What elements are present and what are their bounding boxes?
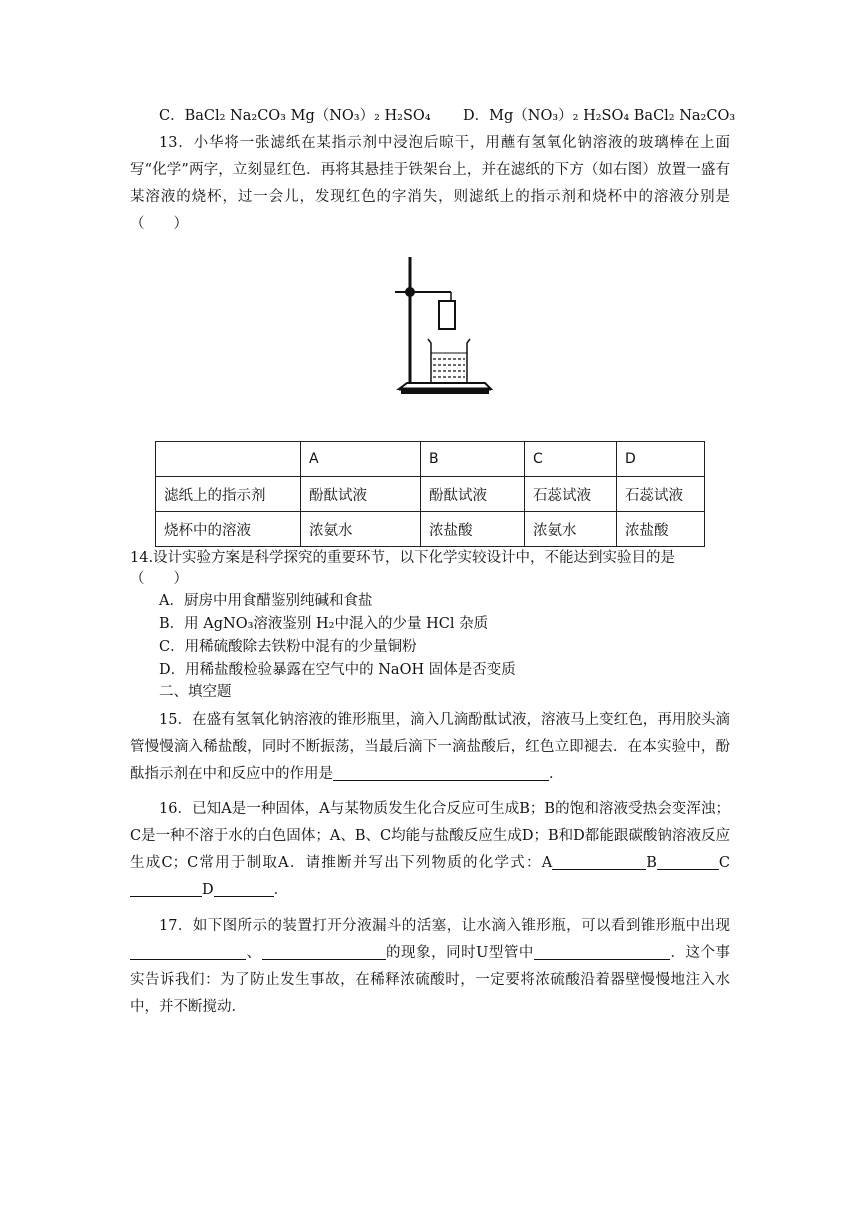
q15-paragraph (130, 707, 730, 788)
table-cell: 浓盐酸 (617, 512, 705, 547)
q17-start: 17．如下图所示的装置打开分液漏斗的活塞，让水滴入锥形瓶，可以看到锥形瓶中出现 (159, 918, 730, 934)
q14-option-a: A．厨房中用食醋鉴别纯碱和食盐 (159, 593, 373, 609)
q16-end: ． (273, 882, 289, 898)
q13-stem: 13．小华将一张滤纸在某指示剂中浸泡后晾干，用蘸有氢氧化钠溶液的玻璃棒在上面写“化学”两字，立刻显红色．再将其悬挂于铁架台上，并在滤纸的下方（如右图）放置一盛有某溶液的烧杯，过一会儿，发现红色的字消失，则滤纸上的指示剂和烧杯中的溶液分别是（ ） (130, 135, 730, 232)
q16-blank-a[interactable] (552, 853, 646, 870)
table-cell: 石蕊试液 (525, 477, 617, 512)
q17-mid: 的现象，同时U型管中 (385, 945, 534, 961)
q16-paragraph (130, 796, 730, 904)
table-cell: 石蕊试液 (617, 477, 705, 512)
q17-sep: 、 (246, 945, 262, 961)
q14-stem: 14.设计实验方案是科学探究的重要环节，以下化学实较设计中，不能达到实验目的是 (130, 550, 676, 566)
table-cell: 浓氨水 (301, 512, 421, 547)
table-cell: D (617, 442, 705, 477)
q14-option-d: D．用稀盐酸检验暴露在空气中的 NaOH 固体是否变质 (159, 662, 516, 678)
q12-option-c (159, 106, 431, 126)
q17-paragraph (130, 913, 730, 1021)
q16-label-c: C (718, 855, 730, 871)
table-cell: 酚酞试液 (421, 477, 525, 512)
q14-paren: （ ） (130, 571, 188, 587)
table-row (156, 512, 705, 547)
q14-option-b: B．用 AgNO₃溶液鉴别 H₂中混入的少量 HCl 杂质 (159, 616, 489, 632)
q17-blank-1[interactable] (130, 943, 246, 960)
table-cell: C (525, 442, 617, 477)
q16-blank-d[interactable] (214, 880, 274, 897)
section-heading: 二、填空题 (159, 684, 232, 700)
q16-label-b: B (646, 855, 657, 871)
q16-label-d: D (202, 882, 214, 898)
table-cell: B (421, 442, 525, 477)
table-cell: 滤纸上的指示剂 (156, 477, 301, 512)
q12-option-d-text: D．Mg（NO₃）₂ H₂SO₄ BaCl₂ Na₂CO₃ (463, 108, 736, 124)
q14-option-c: C．用稀硫酸除去铁粉中混有的少量铜粉 (159, 639, 417, 655)
table-cell (156, 442, 301, 477)
q12-option-c-text: C．BaCl₂ Na₂CO₃ Mg（NO₃）₂ H₂SO₄ (159, 108, 431, 124)
q16-blank-c[interactable] (130, 880, 202, 897)
q12-option-d (463, 106, 735, 126)
q17-blank-3[interactable] (534, 943, 670, 960)
table-cell: 浓盐酸 (421, 512, 525, 547)
table-cell: 浓氨水 (525, 512, 617, 547)
table-cell: 酚酞试液 (301, 477, 421, 512)
table-row (156, 477, 705, 512)
q17-blank-2[interactable] (262, 943, 386, 960)
table-cell: A (301, 442, 421, 477)
q17-end: ．这个事实告诉我们：为了防止发生事故，在稀释浓硫酸时，一定要将浓硫酸沿着器壁慢慢地注入水中，并不断搅动． (130, 945, 730, 1015)
iron-stand-figure (393, 255, 493, 400)
q16-text: 16．已知A是一种固体，A与某物质发生化合反应可生成B；B的饱和溶液受热会变浑浊；C是一种不溶于水的白色固体；A、B、C均能与盐酸反应生成D；B和D都能跟碳酸钠溶液反应生成C；C常用于制取A．请推断并写出下列物质的化学式：A (130, 801, 730, 871)
q16-blank-b[interactable] (657, 853, 719, 870)
table-cell: 烧杯中的溶液 (156, 512, 301, 547)
q15-text: 15．在盛有氢氧化钠溶液的锥形瓶里，滴入几滴酚酞试液，溶液马上变红色，再用胶头滴管慢慢滴入稀盐酸，同时不断振荡，当最后滴下一滴盐酸后，红色立即褪去．在本实验中，酚酞指示剂在中和反应中的作用是 (130, 712, 730, 782)
q15-end: ． (549, 766, 564, 782)
q13-answer-table (155, 441, 705, 547)
q15-blank[interactable] (333, 764, 549, 781)
table-row (156, 442, 705, 477)
